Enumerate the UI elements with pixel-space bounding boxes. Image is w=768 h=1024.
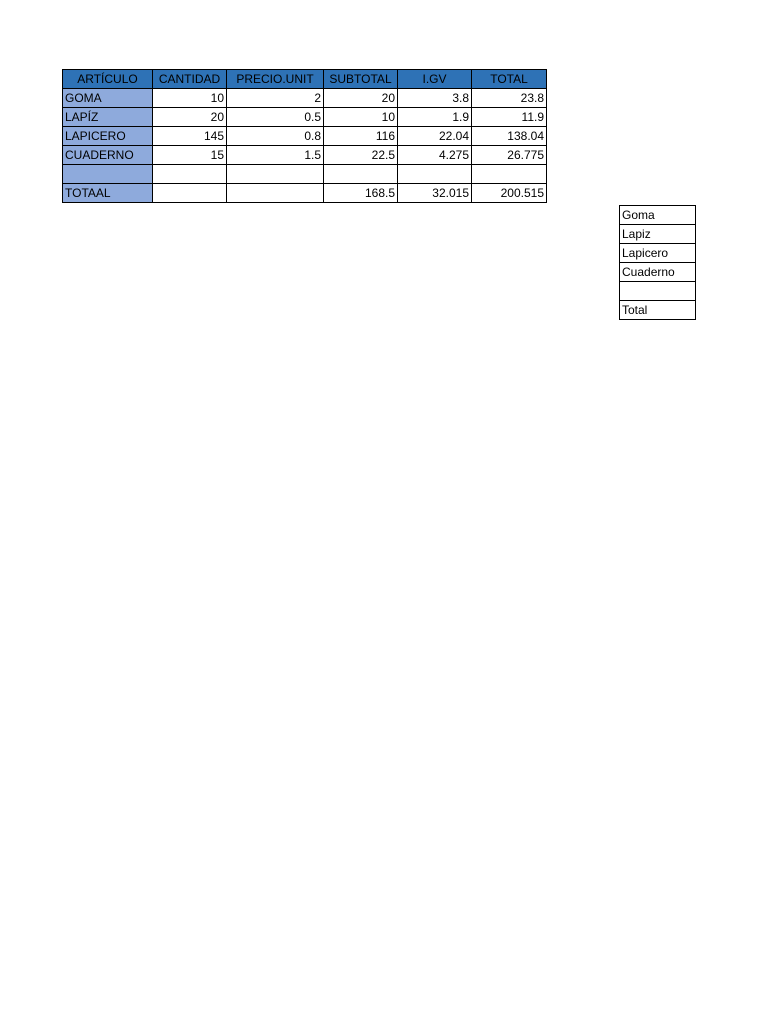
list-item — [620, 282, 696, 301]
list-item — [620, 300, 696, 319]
cell-cantidad[interactable] — [153, 183, 227, 202]
table-row — [63, 146, 547, 165]
table-row — [63, 89, 547, 108]
cell-precio-unit[interactable] — [227, 165, 324, 184]
side-cell[interactable]: Lapiz — [620, 225, 696, 244]
cell-precio-unit[interactable]: 1.5 — [227, 146, 324, 165]
cell-subtotal[interactable]: 22.5 — [324, 146, 398, 165]
cell-igv[interactable]: 3.8 — [398, 89, 472, 108]
cell-igv[interactable]: 1.9 — [398, 108, 472, 127]
cell-precio-unit[interactable]: 0.5 — [227, 108, 324, 127]
cell-subtotal[interactable]: 116 — [324, 127, 398, 146]
cell-precio-unit[interactable]: 2 — [227, 89, 324, 108]
cell-igv-sum[interactable]: 32.015 — [398, 183, 472, 202]
header-igv[interactable]: I.GV — [398, 70, 472, 89]
cell-cantidad[interactable]: 10 — [153, 89, 227, 108]
side-cell[interactable]: Cuaderno — [620, 263, 696, 282]
list-item — [620, 225, 696, 244]
cell-cantidad[interactable]: 145 — [153, 127, 227, 146]
product-table — [62, 69, 547, 203]
table-row — [63, 108, 547, 127]
cell-subtotal[interactable]: 10 — [324, 108, 398, 127]
cell-articulo[interactable] — [63, 165, 153, 184]
cell-igv[interactable]: 22.04 — [398, 127, 472, 146]
cell-precio-unit[interactable] — [227, 183, 324, 202]
cell-cantidad[interactable] — [153, 165, 227, 184]
list-item — [620, 206, 696, 225]
cell-total-label[interactable]: TOTAAL — [63, 183, 153, 202]
cell-total[interactable]: 23.8 — [472, 89, 547, 108]
cell-total-sum[interactable]: 200.515 — [472, 183, 547, 202]
cell-articulo[interactable]: GOMA — [63, 89, 153, 108]
cell-total[interactable]: 138.04 — [472, 127, 547, 146]
table-header-row — [63, 70, 547, 89]
cell-articulo[interactable]: CUADERNO — [63, 146, 153, 165]
side-cell[interactable]: Lapicero — [620, 244, 696, 263]
header-subtotal[interactable]: SUBTOTAL — [324, 70, 398, 89]
header-precio-unit[interactable]: PRECIO.UNIT — [227, 70, 324, 89]
cell-precio-unit[interactable]: 0.8 — [227, 127, 324, 146]
list-item — [620, 263, 696, 282]
cell-cantidad[interactable]: 15 — [153, 146, 227, 165]
list-item — [620, 244, 696, 263]
side-item-list — [619, 205, 696, 320]
side-cell[interactable]: Goma — [620, 206, 696, 225]
header-articulo[interactable]: ARTÍCULO — [63, 70, 153, 89]
cell-subtotal-sum[interactable]: 168.5 — [324, 183, 398, 202]
cell-total[interactable] — [472, 165, 547, 184]
side-cell[interactable]: Total — [620, 300, 696, 319]
cell-articulo[interactable]: LAPÍZ — [63, 108, 153, 127]
cell-subtotal[interactable] — [324, 165, 398, 184]
table-row — [63, 127, 547, 146]
table-row-total — [63, 183, 547, 202]
header-total[interactable]: TOTAL — [472, 70, 547, 89]
cell-articulo[interactable]: LAPICERO — [63, 127, 153, 146]
cell-total[interactable]: 11.9 — [472, 108, 547, 127]
cell-igv[interactable] — [398, 165, 472, 184]
side-cell[interactable] — [620, 282, 696, 301]
cell-igv[interactable]: 4.275 — [398, 146, 472, 165]
header-cantidad[interactable]: CANTIDAD — [153, 70, 227, 89]
cell-subtotal[interactable]: 20 — [324, 89, 398, 108]
table-row-empty — [63, 165, 547, 184]
cell-total[interactable]: 26.775 — [472, 146, 547, 165]
cell-cantidad[interactable]: 20 — [153, 108, 227, 127]
